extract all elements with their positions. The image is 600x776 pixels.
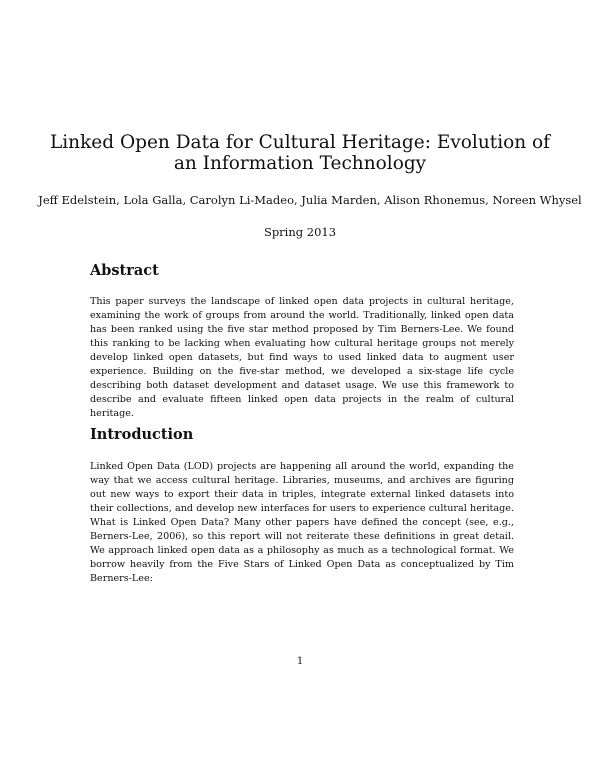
paper-title: Linked Open Data for Cultural Heritage: Evolution of an Information Technology	[49, 132, 551, 174]
introduction-text: Linked Open Data (LOD) projects are happening all around the world, expanding the way that we access cultural heritage. Libraries, museums, and archives are figuring out new ways to export their data in triples, integrate external linked datasets into their collections, and develop new interfaces for users to experience cultural heritage. What is Linked Open Data? Many other papers have defined the concept (see, e.g., Berners-Lee, 2006), so this report will not reiterate these definitions in great detail. We approach linked open data as a philosophy as much as a technological format. We borrow heavily from the Five Stars of Linked Open Data as conceptualized by Tim Berners-Lee:	[90, 461, 514, 584]
author-list: Jeff Edelstein, Lola Galla, Carolyn Li-Madeo, Julia Marden, Alison Rhonemus, Noreen Whysel	[38, 193, 582, 207]
publication-date: Spring 2013	[263, 225, 337, 239]
page-number: 1	[296, 656, 304, 667]
introduction-heading: Introduction	[90, 426, 194, 443]
abstract-heading: Abstract	[90, 262, 159, 279]
abstract-text: This paper surveys the landscape of linked open data projects in cultural heritage, examining the work of groups from around the world. Traditionally, linked open data has been ranked using the five star method proposed by Tim Berners-Lee. We found this ranking to be lacking when evaluating how cultural heritage groups not merely develop linked open datasets, but find ways to used linked data to augment user experience. Building on the five-star method, we developed a six-stage life cycle describing both dataset development and dataset usage. We use this framework to describe and evaluate fifteen linked open data projects in the realm of cultural heritage.	[90, 296, 514, 419]
